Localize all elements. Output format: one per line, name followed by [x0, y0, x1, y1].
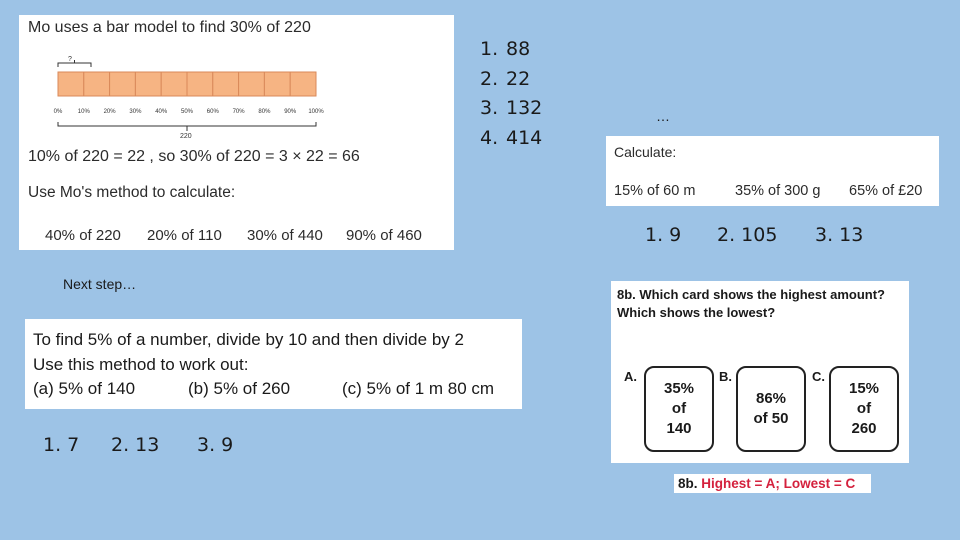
bar-cell: [135, 72, 161, 96]
bar-model-card: [19, 15, 454, 250]
answer-2-2: 2. 105: [717, 224, 778, 246]
cards-question-text: 8b. Which card shows the highest amount? Which shows the lowest?: [617, 287, 885, 320]
cards-question-card: [611, 281, 909, 463]
bar-model-diagram: [55, 55, 355, 150]
total-label: 220: [180, 133, 192, 140]
calculate-item-1: 15% of 60 m: [614, 183, 696, 199]
bar-cells: [58, 72, 316, 96]
question-2: 20% of 110: [147, 227, 222, 244]
next-step-label: Next step…: [63, 276, 137, 292]
answer-item: 1. 88: [480, 38, 531, 60]
question-1: 40% of 220: [45, 227, 121, 244]
five-percent-part-c: (c) 5% of 1 m 80 cm: [342, 379, 495, 398]
answer-2-1: 1. 9: [645, 224, 682, 246]
option-b-letter: B.: [719, 369, 732, 384]
calculate-item-2: 35% of 300 g: [735, 183, 821, 199]
percent-tick-label: 20%: [103, 109, 116, 115]
calculate-card: [606, 136, 939, 206]
answer-3-2: 2. 13: [111, 434, 160, 456]
bar-cell: [161, 72, 187, 96]
percent-tick-label: 80%: [258, 109, 271, 115]
bar-cell: [110, 72, 136, 96]
percent-tick-label: 10%: [77, 109, 90, 115]
answer-2-3: 3. 13: [815, 224, 864, 246]
five-percent-instruction: Use this method to work out:: [33, 355, 249, 374]
percent-tick-label: 30%: [129, 109, 142, 115]
ellipsis: …: [656, 108, 670, 124]
five-percent-part-a: (a) 5% of 140: [33, 379, 136, 398]
percent-tick-label: 0%: [53, 109, 63, 115]
answer-3-1: 1. 7: [43, 434, 80, 456]
calculate-item-3: 65% of £20: [849, 183, 923, 199]
percent-tick-label: 60%: [206, 109, 219, 115]
bar-cell: [187, 72, 213, 96]
five-percent-card: [25, 319, 522, 409]
answer-item: 4. 414: [480, 126, 543, 149]
question-4: 90% of 460: [346, 227, 422, 244]
percent-tick-label: 50%: [180, 109, 194, 115]
bar-cell: [58, 72, 84, 96]
bar-cell: [264, 72, 290, 96]
percent-tick-label: 90%: [284, 109, 297, 115]
bar-cell: [213, 72, 239, 96]
answer-8b: [674, 474, 871, 493]
bar-cell: [290, 72, 316, 96]
question-brace: [58, 60, 91, 67]
question-3: 30% of 440: [247, 227, 323, 244]
answer-8b-label: 8b.: [678, 476, 698, 491]
percent-tick-label: 70%: [232, 109, 245, 115]
answer-8b-text: Highest = A; Lowest = C: [701, 476, 856, 491]
answer-item: 3. 132: [480, 97, 543, 119]
bar-cell: [239, 72, 265, 96]
bar-model-title: Mo uses a bar model to find 30% of 220: [28, 19, 311, 36]
worked-example: 10% of 220 = 22 , so 30% of 220 = 3 × 22 = 66: [28, 148, 360, 165]
option-a-letter: A.: [624, 369, 637, 384]
question-mark: ?: [68, 56, 72, 63]
answer-item: 2. 22: [480, 67, 531, 90]
five-percent-part-b: (b) 5% of 260: [188, 379, 291, 398]
answers-list-1: [480, 38, 542, 156]
percent-tick-label: 40%: [155, 109, 168, 115]
total-brace: [58, 122, 316, 131]
instruction: Use Mo's method to calculate:: [28, 184, 236, 201]
option-c-card: 15% of 260: [829, 366, 899, 452]
option-b-card: 86% of 50: [736, 366, 806, 452]
answer-3-3: 3. 9: [197, 434, 234, 456]
option-c-letter: C.: [812, 369, 825, 384]
bar-cell: [84, 72, 110, 96]
option-a-card: 35% of 140: [644, 366, 714, 452]
percent-ticks: [54, 109, 325, 115]
percent-tick-label: 100%: [308, 109, 324, 115]
five-percent-rule: To find 5% of a number, divide by 10 and then divide by 2: [33, 330, 464, 349]
calculate-title: Calculate:: [614, 144, 677, 160]
